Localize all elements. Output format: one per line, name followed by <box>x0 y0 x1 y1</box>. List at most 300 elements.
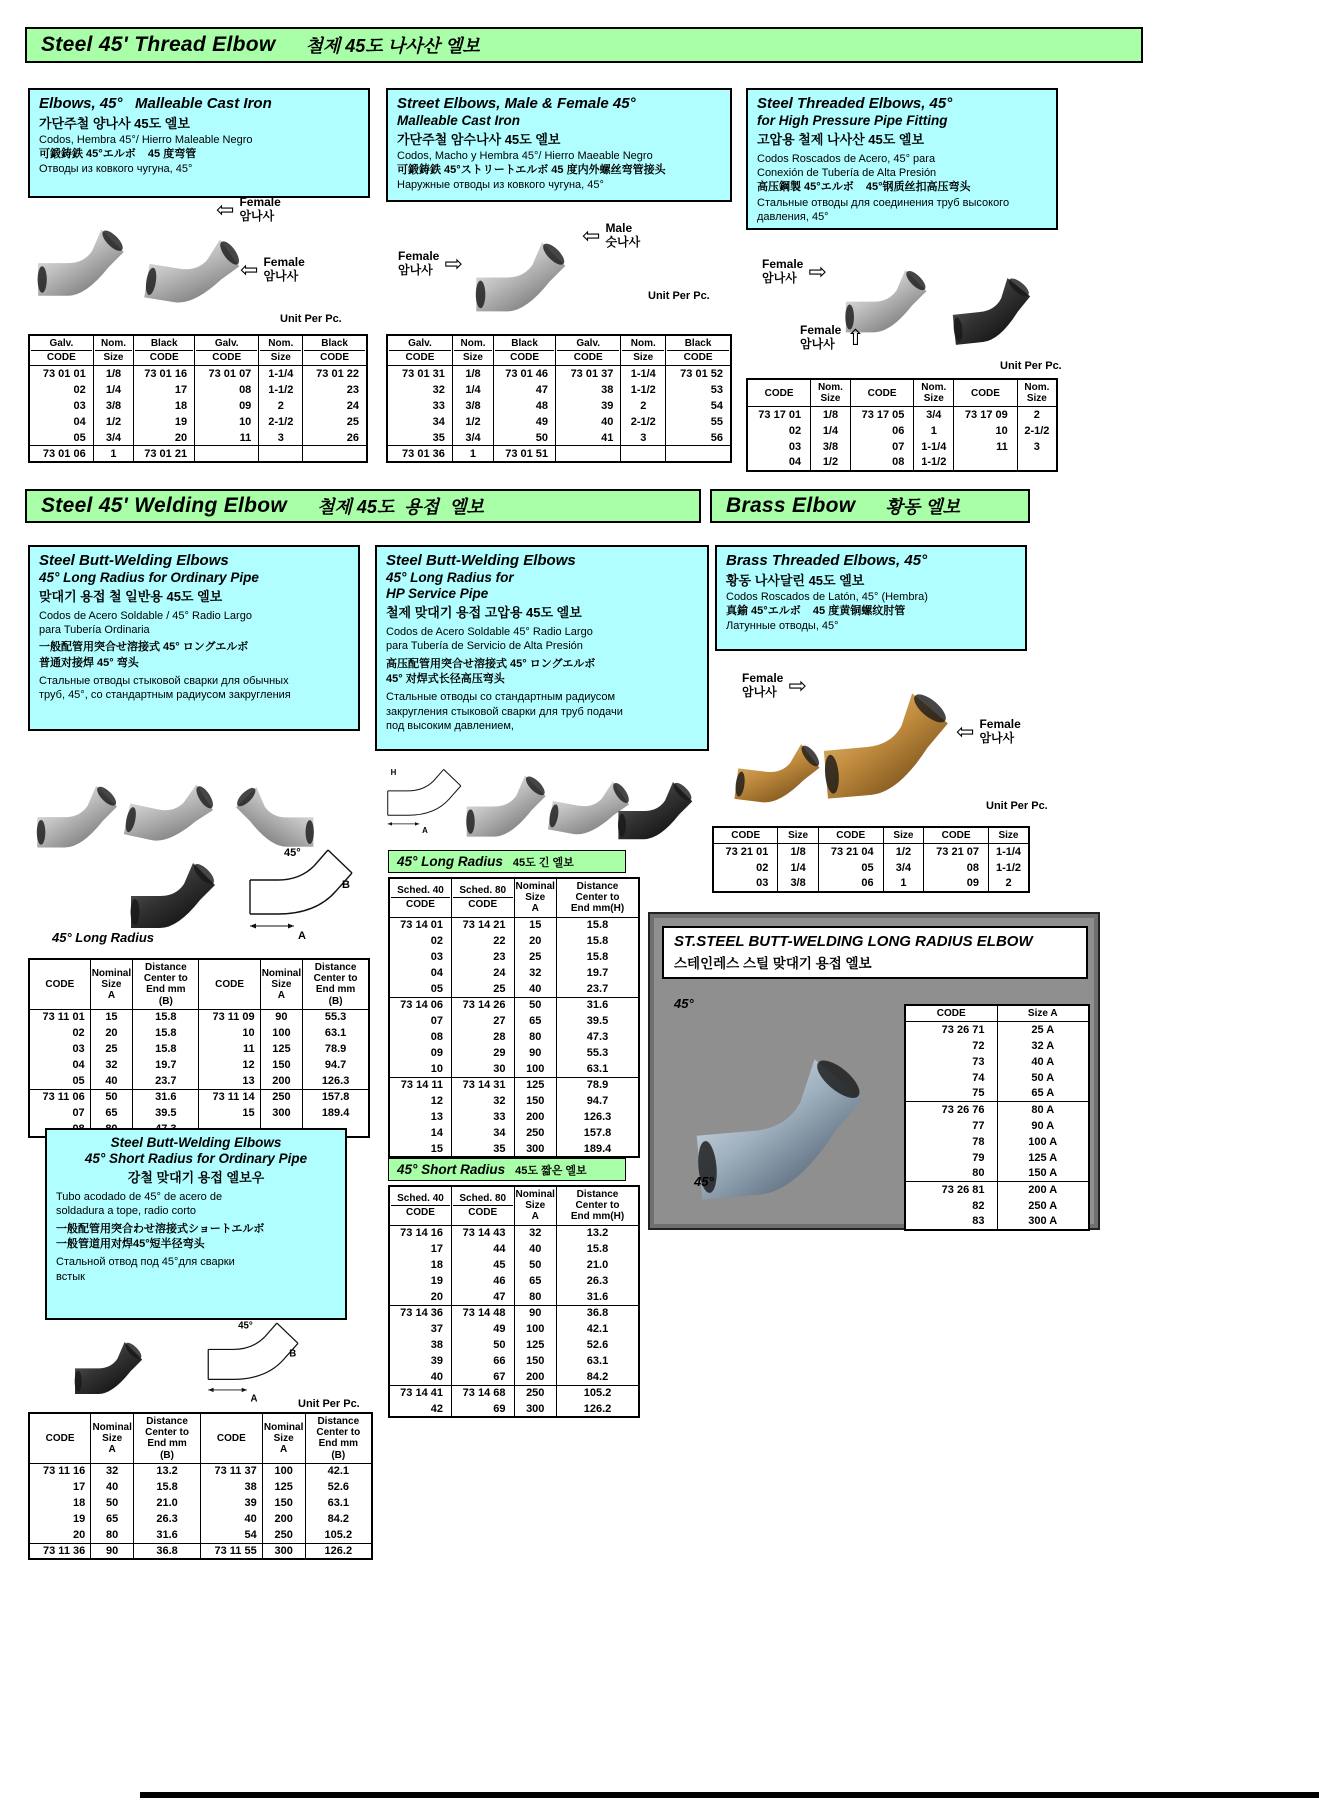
table-cell: 73 14 06 <box>389 997 452 1013</box>
banner-text-ko: 철제 45도 나사산 엘보 <box>305 36 480 56</box>
elbow-photo-weld-black <box>120 838 232 938</box>
table-cell: 73 14 43 <box>452 1225 515 1241</box>
table-cell: 23 <box>303 382 367 398</box>
table-cell: 50 <box>90 1089 133 1105</box>
table-cell <box>1017 455 1057 471</box>
table-cell: 55.3 <box>557 1045 640 1061</box>
table-cell: 23 <box>452 949 515 965</box>
title-ru: Стальной отвод под 45°для сварки <box>56 1256 235 1269</box>
table-cell: 3/8 <box>93 398 134 414</box>
column-header: Size <box>883 827 923 844</box>
table-cell: 150 <box>260 1057 303 1073</box>
column-header: Nom. Size <box>621 335 666 366</box>
table-cell: 150 <box>262 1495 305 1511</box>
table-cell: 04 <box>389 965 452 981</box>
female-text-ko: 암나사 <box>239 208 275 223</box>
table-cell: 07 <box>389 1013 452 1029</box>
table-cell: 15.8 <box>557 949 640 965</box>
malleable-elbows-table <box>28 334 368 463</box>
table-row <box>747 423 1057 439</box>
table-row <box>389 1257 639 1273</box>
table-cell: 20 <box>389 1289 452 1305</box>
table-row <box>747 439 1057 455</box>
table-cell: 11 <box>199 1041 260 1057</box>
table-cell: 73 14 26 <box>452 997 515 1013</box>
table-cell: 73 14 11 <box>389 1077 452 1093</box>
table-cell: 39 <box>389 1353 452 1369</box>
title-en: Brass Threaded Elbows, 45° <box>726 552 928 569</box>
title-es: Codos Roscados de Latón, 45° (Hembra) <box>726 590 928 603</box>
table-row <box>29 1089 369 1105</box>
table-row <box>29 1009 369 1025</box>
table-cell: 50 <box>514 1257 557 1273</box>
table-cell: 63.1 <box>557 1061 640 1077</box>
table-row <box>29 382 367 398</box>
angle-label: 45° <box>674 996 694 1011</box>
table-cell: 1-1/4 <box>914 439 954 455</box>
table-cell: 20 <box>29 1527 91 1543</box>
column-header: Distance Center to End mm (B) <box>303 959 369 1009</box>
table-cell: 1-1/2 <box>259 382 303 398</box>
table-cell: 15.8 <box>557 917 640 933</box>
column-header: CODE <box>850 379 914 407</box>
arrow-up-icon: ⇧ <box>846 324 865 350</box>
table-cell: 15 <box>514 917 557 933</box>
female-text-ko: 암나사 <box>979 730 1015 745</box>
table-cell: 79 <box>905 1150 997 1166</box>
table-cell: 1-1/2 <box>621 382 666 398</box>
header-row <box>29 959 369 1009</box>
arrow-right-icon: ⇨ <box>444 250 463 276</box>
table-cell: 250 <box>262 1527 305 1543</box>
table-cell: 08 <box>924 860 989 876</box>
table-cell: 200 A <box>997 1182 1089 1198</box>
table-row <box>905 1198 1089 1214</box>
table-cell: 73 17 05 <box>850 407 914 423</box>
table-row <box>389 1093 639 1109</box>
table-cell: 3/4 <box>93 430 134 446</box>
column-header: Galv. CODE <box>195 335 259 366</box>
table-cell: 90 A <box>997 1118 1089 1134</box>
table-row <box>713 876 1029 892</box>
table-cell: 32 <box>452 1093 515 1109</box>
title-cjk: 可鍛鋳鉄 45°ストリートエルボ 45 度内外螺丝弯管接头 <box>397 164 666 177</box>
table-cell: 1 <box>914 423 954 439</box>
table-cell: 13.2 <box>557 1225 640 1241</box>
male-text: Male <box>605 221 633 235</box>
table-cell: 2-1/2 <box>1017 423 1057 439</box>
title-ru2: давления, 45° <box>757 211 829 224</box>
column-header: Galv. CODE <box>387 335 452 366</box>
female-text: Female <box>979 717 1021 731</box>
table-cell: 250 A <box>997 1198 1089 1214</box>
table-cell: 90 <box>514 1305 557 1321</box>
table-cell: 25 <box>452 981 515 997</box>
table-row <box>389 965 639 981</box>
table-cell: 1-1/2 <box>914 455 954 471</box>
table-cell: 1-1/4 <box>259 366 303 382</box>
column-header: CODE <box>747 379 811 407</box>
elbow-photo-hp-black <box>939 251 1048 355</box>
table-cell: 50 A <box>997 1070 1089 1086</box>
table-cell: 63.1 <box>557 1353 640 1369</box>
table-cell: 36.8 <box>134 1543 201 1559</box>
table-cell: 73 01 36 <box>387 446 452 462</box>
table-cell: 200 <box>262 1511 305 1527</box>
dim-h-label: H <box>390 768 397 778</box>
unit-per-pc-label: Unit Per Pc. <box>1000 360 1062 372</box>
table-row <box>389 1353 639 1369</box>
table-cell: 50 <box>452 1337 515 1353</box>
table-cell: 73 14 36 <box>389 1305 452 1321</box>
table-cell: 32 <box>514 1225 557 1241</box>
table-cell <box>556 446 621 462</box>
table-cell: 78 <box>905 1134 997 1150</box>
title-cjk: 可鍛鋳鉄 45°エルボ 45 度弯管 <box>39 147 197 160</box>
table-cell: 300 <box>514 1141 557 1157</box>
title-es: Codos de Acero Soldable / 45° Radio Largo <box>39 609 252 622</box>
table-cell: 05 <box>818 860 883 876</box>
table-row <box>905 1038 1089 1054</box>
label-ko: 45도 짧은 엘보 <box>515 1164 587 1177</box>
table-cell: 06 <box>818 876 883 892</box>
column-header: Size <box>778 827 818 844</box>
table-cell: 21.0 <box>134 1495 201 1511</box>
table-cell: 25 A <box>997 1022 1089 1038</box>
column-header: Distance Center to End mm (B) <box>134 1413 201 1463</box>
table-cell: 3 <box>621 430 666 446</box>
table-cell: 83 <box>905 1214 997 1230</box>
table-cell: 35 <box>387 430 452 446</box>
table-cell: 15.8 <box>133 1009 199 1025</box>
table-cell: 1-1/4 <box>621 366 666 382</box>
table-cell: 73 01 22 <box>303 366 367 382</box>
title-ko: 황동 나사달린 45도 엘보 <box>726 573 865 588</box>
column-header: Nom. Size <box>1017 379 1057 407</box>
table-cell: 80 <box>905 1166 997 1182</box>
table-cell: 82 <box>905 1198 997 1214</box>
table-cell: 2 <box>1017 407 1057 423</box>
table-row <box>29 1105 369 1121</box>
page-edge-bar <box>140 1792 1319 1798</box>
table-cell: 42 <box>389 1401 452 1417</box>
table-cell: 38 <box>200 1479 262 1495</box>
table-cell: 42.1 <box>305 1463 372 1479</box>
column-header: Nom. Size <box>811 379 851 407</box>
table-row <box>389 1289 639 1305</box>
table-row <box>29 1025 369 1041</box>
column-header: Sched. 80 CODE <box>452 878 515 917</box>
table-row <box>29 1057 369 1073</box>
male-text-ko: 숫나사 <box>605 234 641 249</box>
table-cell: 18 <box>389 1257 452 1273</box>
table-cell: 21.0 <box>557 1257 640 1273</box>
header-row <box>29 1413 372 1463</box>
table-cell: 11 <box>195 430 259 446</box>
table-cell <box>259 446 303 462</box>
table-cell: 09 <box>389 1045 452 1061</box>
table-cell: 45 <box>452 1257 515 1273</box>
table-cell: 18 <box>134 398 195 414</box>
table-row <box>389 1225 639 1241</box>
table-row <box>29 366 367 382</box>
table-row <box>29 1511 372 1527</box>
table-cell: 03 <box>713 876 778 892</box>
column-header: Nom. Size <box>259 335 303 366</box>
table-row <box>29 446 367 462</box>
table-row <box>389 1141 639 1157</box>
table-row <box>905 1182 1089 1198</box>
arrow-left-icon: ⇦ <box>216 196 235 222</box>
table-row <box>905 1150 1089 1166</box>
table-cell: 12 <box>389 1093 452 1109</box>
column-header: Nominal Size A <box>262 1413 305 1463</box>
table-cell: 02 <box>747 423 811 439</box>
angle-label: 45° <box>238 1320 253 1332</box>
table-cell: 200 <box>514 1369 557 1385</box>
table-row <box>387 446 731 462</box>
table-cell: 53 <box>666 382 731 398</box>
table-row <box>389 1061 639 1077</box>
table-cell: 3/4 <box>883 860 923 876</box>
table-cell: 3/8 <box>778 876 818 892</box>
label-en: 45° Long Radius <box>397 854 503 869</box>
unit-per-pc-label: Unit Per Pc. <box>986 800 1048 812</box>
table-cell: 31.6 <box>557 1289 640 1305</box>
table-cell: 3/4 <box>452 430 493 446</box>
table-cell: 73 17 09 <box>954 407 1018 423</box>
header-row <box>29 335 367 366</box>
table-cell: 1/2 <box>93 414 134 430</box>
female-text: Female <box>800 323 842 337</box>
table-cell: 74 <box>905 1070 997 1086</box>
table-cell: 73 14 48 <box>452 1305 515 1321</box>
table-cell: 19.7 <box>133 1057 199 1073</box>
table-cell: 04 <box>29 414 93 430</box>
table-cell: 31.6 <box>557 997 640 1013</box>
title-ru: Стальные отводы стыковой сварки для обычных <box>39 675 289 688</box>
elbow-photo-brass-large <box>808 652 975 815</box>
table-cell: 20 <box>134 430 195 446</box>
table-cell: 30 <box>452 1061 515 1077</box>
table-row <box>905 1134 1089 1150</box>
title-es2: Conexión de Tubería de Alta Presión <box>757 167 937 180</box>
table-cell: 47.3 <box>557 1029 640 1045</box>
table-cell: 2-1/2 <box>621 414 666 430</box>
table-cell: 125 <box>262 1479 305 1495</box>
title-cjk: 高压配管用突合せ溶接式 45° ロングエルボ <box>386 657 596 670</box>
column-header: Nom. Size <box>93 335 134 366</box>
column-header: Distance Center to End mm (B) <box>305 1413 372 1463</box>
column-header: Galv. CODE <box>29 335 93 366</box>
table-cell: 39 <box>200 1495 262 1511</box>
elbow-photo-galv-1 <box>30 204 138 306</box>
table-cell: 34 <box>387 414 452 430</box>
street-elbows-table <box>386 334 732 463</box>
table-cell: 40 <box>389 1369 452 1385</box>
title-ko: 가단주철 양나사 45도 엘보 <box>39 116 190 131</box>
table-cell: 23.7 <box>557 981 640 997</box>
table-cell: 80 <box>514 1029 557 1045</box>
banner-welding-elbow <box>25 489 701 523</box>
table-cell: 150 <box>514 1353 557 1369</box>
column-header: Nominal Size A <box>91 1413 134 1463</box>
label-ko: 45도 긴 엘보 <box>512 856 574 869</box>
title-en3: HP Service Pipe <box>386 586 489 602</box>
table-cell: 65 <box>91 1511 134 1527</box>
table-cell: 24 <box>303 398 367 414</box>
female-text: Female <box>398 249 440 263</box>
column-header: Nominal Size A <box>260 959 303 1009</box>
table-cell: 50 <box>91 1495 134 1511</box>
table-cell: 250 <box>514 1125 557 1141</box>
table-cell: 15 <box>389 1141 452 1157</box>
female-label-1 <box>216 196 281 224</box>
column-header: Sched. 40 CODE <box>389 878 452 917</box>
dim-a-label: A <box>298 930 306 942</box>
table-cell: 02 <box>29 1025 90 1041</box>
table-cell: 47 <box>452 1289 515 1305</box>
female-label-5 <box>800 324 865 352</box>
table-cell: 49 <box>494 414 556 430</box>
table-cell: 73 01 37 <box>556 366 621 382</box>
title-cjk: 一般配管用突合わせ溶接式ショートエルボ <box>56 1222 265 1235</box>
table-cell: 73 11 06 <box>29 1089 90 1105</box>
column-header: Black CODE <box>666 335 731 366</box>
table-row <box>905 1022 1089 1038</box>
column-header: CODE <box>713 827 778 844</box>
table-cell: 94.7 <box>557 1093 640 1109</box>
table-cell: 105.2 <box>305 1527 372 1543</box>
table-row <box>389 1369 639 1385</box>
table-cell: 66 <box>452 1353 515 1369</box>
table-cell: 40 <box>200 1511 262 1527</box>
table-cell: 03 <box>389 949 452 965</box>
table-cell: 1/2 <box>883 844 923 860</box>
title-cjk2: 一般管道用对焊45°短半径弯头 <box>56 1237 205 1250</box>
table-cell: 41 <box>556 430 621 446</box>
title-ru2: труб, 45°, со стандартным радиусом закругления <box>39 689 291 702</box>
table-cell: 14 <box>389 1125 452 1141</box>
table-row <box>29 398 367 414</box>
female-text-ko: 암나사 <box>263 268 299 283</box>
table-cell: 20 <box>90 1025 133 1041</box>
label-en: 45° Short Radius <box>397 1162 506 1177</box>
elbow-photo-sr-black <box>55 1322 167 1402</box>
stainless-elbow-box <box>648 912 1100 1230</box>
table-cell: 04 <box>747 455 811 471</box>
table-cell: 32 <box>514 965 557 981</box>
title-en2: 45° Long Radius for Ordinary Pipe <box>39 570 259 585</box>
table-cell: 126.2 <box>557 1401 640 1417</box>
table-cell: 54 <box>666 398 731 414</box>
column-header: CODE <box>200 1413 262 1463</box>
table-cell: 17 <box>134 382 195 398</box>
table-cell: 100 <box>514 1321 557 1337</box>
table-cell: 73 01 07 <box>195 366 259 382</box>
table-row <box>389 1029 639 1045</box>
header-box-malleable-elbows <box>28 88 370 198</box>
table-cell: 25 <box>303 414 367 430</box>
column-header: Black CODE <box>134 335 195 366</box>
title-ru2: встык <box>56 1270 85 1283</box>
table-cell: 10 <box>954 423 1018 439</box>
threaded-hp-elbows-table <box>746 378 1058 472</box>
unit-per-pc-label: Unit Per Pc. <box>280 313 342 325</box>
title-en: Elbows, 45° Malleable Cast Iron <box>39 95 272 112</box>
dim-a-label: A <box>250 1393 258 1404</box>
table-row <box>389 1401 639 1417</box>
table-cell: 19 <box>389 1273 452 1289</box>
column-header: CODE <box>199 959 260 1009</box>
title-es: Codos, Macho y Hembra 45°/ Hierro Maeable Negro <box>397 149 653 162</box>
table-cell: 26 <box>303 430 367 446</box>
table-cell <box>954 455 1018 471</box>
title-cjk2: 45° 对焊式长径高压弯头 <box>386 672 505 685</box>
table-cell: 65 <box>514 1013 557 1029</box>
title-ru: Латунные отводы, 45° <box>726 620 839 633</box>
table-cell: 02 <box>29 382 93 398</box>
table-cell: 50 <box>514 997 557 1013</box>
table-row <box>389 933 639 949</box>
female-text: Female <box>263 255 305 269</box>
table-cell: 105.2 <box>557 1385 640 1401</box>
table-cell: 55.3 <box>303 1009 369 1025</box>
table-cell: 1 <box>883 876 923 892</box>
table-row <box>29 1527 372 1543</box>
table-row <box>29 430 367 446</box>
banner-text-en: Brass Elbow <box>726 494 856 517</box>
table-cell: 19 <box>29 1511 91 1527</box>
column-header: Nominal Size A <box>514 1186 557 1225</box>
table-cell: 80 <box>514 1289 557 1305</box>
dimension-diagram-h <box>382 752 468 847</box>
title-en: Steel Butt-Welding Elbows <box>386 552 576 569</box>
elbow-photo-street <box>470 216 578 322</box>
table-cell: 40 <box>556 414 621 430</box>
table-row <box>389 1013 639 1029</box>
table-cell: 27 <box>452 1013 515 1029</box>
table-cell: 100 <box>514 1061 557 1077</box>
female-text-ko: 암나사 <box>742 684 777 699</box>
title-es2: soldadura a tope, radio corto <box>56 1205 197 1218</box>
elbow-photo-weld-1 <box>30 762 130 857</box>
table-cell: 40 <box>90 1073 133 1089</box>
title-ko: 강철 맞대기 용접 엘보우 <box>127 1170 265 1186</box>
table-row <box>389 981 639 997</box>
table-row <box>747 407 1057 423</box>
table-cell: 22 <box>452 933 515 949</box>
title-en: Street Elbows, Male & Female 45° <box>397 95 636 112</box>
male-label <box>582 222 640 250</box>
table-cell: 05 <box>29 430 93 446</box>
column-header: CODE <box>905 1005 997 1022</box>
column-header: Nom. Size <box>914 379 954 407</box>
header-row <box>389 878 639 917</box>
table-row <box>29 1495 372 1511</box>
table-cell: 23.7 <box>133 1073 199 1089</box>
title-ru3: под высоким давлением, <box>386 719 514 732</box>
table-cell: 125 <box>514 1337 557 1353</box>
table-cell: 32 <box>91 1463 134 1479</box>
table-row <box>713 844 1029 860</box>
female-text: Female <box>762 257 804 271</box>
table-row <box>905 1070 1089 1086</box>
table-cell: 300 <box>262 1543 305 1559</box>
title-en2: for High Pressure Pipe Fitting <box>757 113 948 128</box>
arrow-left-icon: ⇦ <box>956 718 975 744</box>
table-cell: 73 14 01 <box>389 917 452 933</box>
